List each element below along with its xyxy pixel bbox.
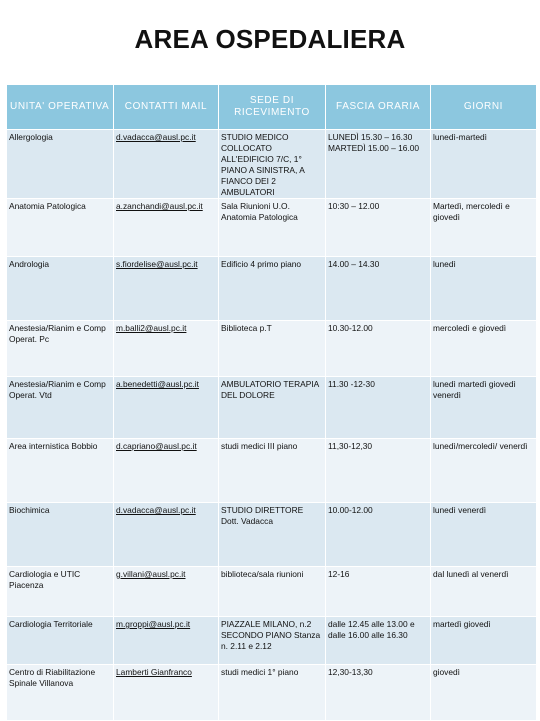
cell-unit [7,617,114,665]
cell-fascia-text: 11.30 -12-30 [328,379,375,389]
cell-giorni-text: lunedì-martedì [433,132,487,142]
table-row [7,503,537,567]
cell-fascia-text: dalle 12.45 alle 13.00 e dalle 16.00 alle 16.30 [328,619,415,640]
cell-unit [7,567,114,617]
cell-giorni-text: lunedì [433,259,456,269]
table-row [7,377,537,439]
cell-unit-text: Centro di Riabilitazione Spinale Villanova [9,667,96,688]
cell-giorni [431,199,537,257]
cell-sede [219,617,326,665]
cell-unit [7,665,114,721]
email-link[interactable]: a.zanchandi@ausl.pc.it [116,201,203,211]
cell-sede-text: Edificio 4 primo piano [221,259,302,269]
cell-fascia-text: 11,30-12,30 [328,441,373,451]
cell-giorni [431,377,537,439]
cell-unit-text: Cardiologia Territoriale [9,619,93,629]
cell-unit-text: Cardiologia e UTIC Piacenza [9,569,81,590]
cell-fascia [326,377,431,439]
cell-giorni [431,439,537,503]
email-link[interactable]: d.vadacca@ausl.pc.it [116,132,196,142]
header-unit: UNITA' OPERATIVA [7,85,114,130]
cell-unit-text: Area internistica Bobbio [9,441,98,451]
cell-sede [219,503,326,567]
cell-sede [219,199,326,257]
cell-mail [114,321,219,377]
table-row [7,665,537,721]
cell-giorni-text: giovedì [433,667,461,677]
cell-unit-text: Allergologia [9,132,53,142]
cell-giorni [431,567,537,617]
cell-mail [114,439,219,503]
cell-unit [7,503,114,567]
page-title: AREA OSPEDALIERA [134,24,406,54]
email-link[interactable]: s.fiordelise@ausl.pc.it [116,259,198,269]
table-row [7,439,537,503]
cell-giorni-text: mercoledì e giovedì [433,323,507,333]
cell-fascia [326,321,431,377]
cell-mail [114,503,219,567]
cell-unit [7,377,114,439]
cell-fascia [326,503,431,567]
cell-unit [7,439,114,503]
cell-mail [114,617,219,665]
cell-sede [219,665,326,721]
cell-unit-text: Anestesia/Rianim e Comp Operat. Vtd [9,379,106,400]
table-row [7,321,537,377]
cell-sede [219,439,326,503]
table-body [7,130,537,721]
cell-fascia [326,199,431,257]
cell-unit [7,130,114,199]
cell-sede-text: biblioteca/sala riunioni [221,569,304,579]
cell-fascia-text: 10:30 – 12.00 [328,201,380,211]
table-row [7,130,537,199]
cell-giorni [431,617,537,665]
cell-sede-text: studi medici 1° piano [221,667,299,677]
email-link[interactable]: g.villani@ausl.pc.it [116,569,186,579]
cell-unit [7,199,114,257]
cell-unit [7,257,114,321]
cell-unit-text: Anatomia Patologica [9,201,86,211]
email-link[interactable]: a.benedetti@ausl.pc.it [116,379,199,389]
cell-mail [114,199,219,257]
cell-sede [219,321,326,377]
cell-giorni-text: lunedì/mercoledì/ venerdì [433,441,528,451]
email-link[interactable]: Lamberti Gianfranco [116,667,192,677]
cell-sede [219,130,326,199]
cell-sede-text: PIAZZALE MILANO, n.2 SECONDO PIANO Stanza n. 2.11 e 2.12 [221,619,321,651]
cell-fascia-text: 14.00 – 14.30 [328,259,380,269]
cell-giorni [431,503,537,567]
cell-mail [114,257,219,321]
header-giorni: GIORNI [431,85,537,130]
cell-fascia-text: 12-16 [328,569,350,579]
table-row [7,199,537,257]
cell-giorni-text: Martedì, mercoledì e giovedì [433,201,510,222]
cell-sede [219,257,326,321]
cell-giorni-text: lunedì venerdì [433,505,487,515]
cell-fascia-text: 10.30-12.00 [328,323,373,333]
cell-giorni [431,321,537,377]
cell-sede-text: STUDIO MEDICO COLLOCATO ALL'EDIFICIO 7/C, 1° PIANO A SINISTRA, A FIANCO DEI 2 AMBULATORI [221,132,305,197]
header-mail: CONTATTI MAIL [114,85,219,130]
cell-sede-text: AMBULATORIO TERAPIA DEL DOLORE [221,379,319,400]
cell-fascia [326,567,431,617]
cell-fascia [326,257,431,321]
table-row [7,617,537,665]
cell-mail [114,130,219,199]
cell-mail [114,567,219,617]
cell-giorni [431,257,537,321]
header-sede: SEDE DI RICEVIMENTO [219,85,326,130]
cell-sede-text: Sala Riunioni U.O. Anatomia Patologica [221,201,298,222]
table-row [7,567,537,617]
email-link[interactable]: m.balli2@ausl.pc.it [116,323,187,333]
email-link[interactable]: m.groppi@ausl.pc.it [116,619,191,629]
cell-sede-text: STUDIO DIRETTORE Dott. Vadacca [221,505,304,526]
cell-fascia [326,439,431,503]
schedule-table [6,84,537,721]
table-header [7,85,537,130]
cell-mail [114,665,219,721]
cell-fascia-text: 12,30-13,30 [328,667,373,677]
cell-fascia [326,130,431,199]
cell-sede-text: studi medici III piano [221,441,298,451]
cell-sede-text: Biblioteca p.T [221,323,272,333]
cell-giorni-text: dal lunedì al venerdì [433,569,509,579]
email-link[interactable]: d.capriano@ausl.pc.it [116,441,197,451]
cell-giorni [431,665,537,721]
cell-giorni-text: lunedì martedì giovedì venerdì [433,379,516,400]
cell-fascia [326,617,431,665]
table-row [7,257,537,321]
cell-giorni-text: martedì giovedì [433,619,491,629]
cell-fascia [326,665,431,721]
cell-unit-text: Anestesia/Rianim e Comp Operat. Pc [9,323,106,344]
header-fascia: FASCIA ORARIA [326,85,431,130]
cell-unit-text: Biochimica [9,505,50,515]
cell-sede [219,567,326,617]
cell-mail [114,377,219,439]
cell-unit-text: Andrologia [9,259,50,269]
cell-sede [219,377,326,439]
cell-fascia-text: 10.00-12.00 [328,505,373,515]
email-link[interactable]: d.vadacca@ausl.pc.it [116,505,196,515]
cell-fascia-text: LUNEDÌ 15.30 – 16.30 MARTEDÌ 15.00 – 16.00 [328,132,420,153]
cell-giorni [431,130,537,199]
cell-unit [7,321,114,377]
